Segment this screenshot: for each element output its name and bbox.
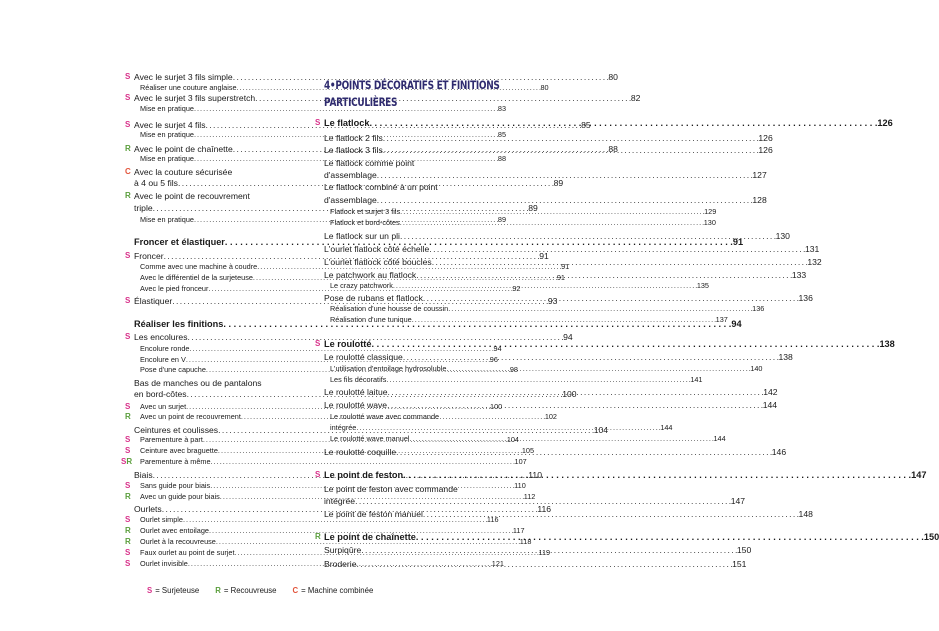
toc-entry [125,515,499,524]
toc-entry [125,251,549,261]
page-number: 130 [775,231,790,241]
toc-entry-title: Ourlet avec entoilage [140,526,209,535]
page-number: 118 [519,537,532,546]
page-number: 91 [556,273,565,282]
page-number: 100 [490,402,503,411]
page-number: 116 [486,515,499,524]
toc-entry-title: Le flatlock combiné à un point [324,182,438,192]
machine-marker: S [125,120,131,129]
page-number: 82 [630,93,641,103]
page-number: 110 [514,481,526,490]
page-number: 80 [608,72,618,82]
toc-entry-title: d'assemblage [324,170,377,180]
toc-entry-title: d'assemblage [324,195,377,205]
toc-entry-title: Le roulotté wave [324,400,388,410]
page-number: 89 [528,203,538,213]
machine-marker: S [125,435,131,444]
toc-entry-title: Mise en pratique [140,130,194,139]
dot-leader [432,258,808,267]
dot-leader [400,232,776,241]
page-number: 131 [804,244,820,254]
page-number: 127 [752,170,767,180]
toc-entry-title: L'ourlet flatlock côté échelle [324,244,430,254]
page-number: 94 [731,319,742,329]
page-number: 107 [514,457,527,466]
toc-entry-title: Le point de chaînette [324,532,416,542]
page-number: 144 [713,434,726,443]
dot-leader [403,471,911,480]
machine-marker: S [125,559,131,568]
toc-entry-title: Le patchwork au flatlock [324,270,417,280]
page-number: 98 [509,365,518,374]
toc-entry-title: Le flatlock comme point [324,158,415,168]
page-number: 85 [497,130,507,139]
toc-entry-title: à 4 ou 5 fils [134,178,178,188]
machine-marker: S [125,251,131,260]
toc-entry-title: Avec un point de recouvrement [140,412,241,421]
page-number: 89 [553,178,564,188]
toc-entry-title: Le flatlock sur un pli [324,231,400,241]
toc-entry-title: Avec la couture sécurisée [134,167,233,177]
dot-leader [423,294,799,303]
toc-entry-title: Parementure à part [140,435,203,444]
page-number: 147 [730,496,746,506]
page-number: 110 [528,470,542,480]
page-number: 117 [512,526,525,535]
machine-marker: S [125,481,131,490]
page-number: 119 [538,548,551,557]
page-number: 104 [506,435,519,444]
toc-entry-title: Ourlet simple [140,515,183,524]
machine-marker: S [125,332,131,341]
machine-marker: R [315,532,321,541]
dot-leader [416,271,792,280]
toc-entry-title: Mise en pratique [140,215,194,224]
toc-entry [315,304,765,313]
toc-entry [125,379,295,388]
legend-key: S [147,586,153,595]
machine-marker: R [125,144,131,153]
toc-entry-title: Avec le point de recouvrement [134,191,250,201]
toc-entry-title: Avec le pied fronceur [140,284,209,293]
page-number: 147 [911,470,927,480]
dot-leader [355,497,731,506]
machine-marker: S [125,402,131,411]
toc-entry-title: Les encolures [134,332,188,342]
dot-leader [383,146,759,155]
page-number: 91 [539,251,549,261]
dot-leader [361,546,737,555]
machine-marker: R [125,191,131,200]
page-number: 128 [752,195,767,205]
toc-entry-title: en bord-côtes [134,389,187,399]
page-number: 88 [497,154,507,163]
page-number: 135 [696,281,709,290]
toc-entry-title: Froncer [134,251,164,261]
machine-marker: R [125,412,131,421]
page-number: 150 [736,545,752,555]
page-number: 112 [523,492,536,501]
toc-entry [125,104,507,113]
toc-entry-title: Mise en pratique [140,154,194,163]
page-number: 146 [771,447,787,457]
page-number: 142 [763,387,778,397]
toc-entry-title: Surpiqûre [324,545,362,555]
toc-entry [315,375,703,384]
machine-marker: R [125,526,131,535]
dot-leader [410,435,714,442]
toc-entry-title: Le flatlock [324,118,370,128]
toc-entry [315,195,767,205]
toc-entry-title: Pose de rubans et flatlock [324,293,423,303]
toc-entry-title: Avec le surjet 4 fils [134,120,206,130]
page-number: 126 [758,133,773,143]
toc-entry [315,244,820,254]
dot-leader [400,208,704,215]
page-number: 136 [752,304,765,313]
toc-entry [121,457,527,466]
toc-entry-title: Ourlet à la recouvreuse [140,537,216,546]
toc-entry-title: Flatlock et bord-côtes [330,218,400,227]
toc-entry-title: Réalisation d'une tunique [330,315,412,324]
page-number: 94 [493,344,502,353]
toc-entry [125,237,744,247]
dot-leader [400,219,704,226]
dot-leader [377,196,753,205]
toc-entry [125,72,618,82]
toc-entry [315,413,487,420]
page-number: 132 [807,257,822,267]
machine-marker: S [125,72,131,81]
dot-leader [396,448,772,457]
toc-entry-title: Les fils décoratifs [330,375,387,384]
dot-leader [448,305,752,312]
toc-entry-title: Mise en pratique [140,104,194,113]
dot-leader [429,245,805,254]
toc-entry-title: Bas de manches ou de pantalons [134,378,262,388]
page-number: 148 [798,509,813,519]
toc-entry-title: Froncer et élastiquer [134,237,225,247]
page-number: 116 [537,504,552,514]
page-number: 91 [561,262,570,271]
page-number: 144 [762,400,778,410]
legend-item [147,586,199,595]
dot-leader [412,316,716,323]
toc-entry-title: Avec le point de chaînette [134,144,233,154]
page-number: 96 [489,355,498,364]
toc-entry [125,168,295,177]
toc-entry [125,526,525,535]
machine-marker: S [125,515,131,524]
page-number: 137 [715,315,728,324]
toc-entry-title: Le roulotté laitue [324,387,388,397]
toc-entry-title: Comme avec une machine à coudre [140,262,258,271]
page-number: 94 [563,332,573,342]
toc-entry-title: Ourlet invisible [140,559,188,568]
dot-leader [371,340,879,349]
page-number: 88 [608,144,618,154]
toc-entry-title: triple [134,203,153,213]
toc-entry-title: Ceintures et coulisses [134,425,219,435]
page-number: 151 [732,559,747,569]
page-number: 100 [562,389,577,399]
page-number: 133 [791,270,807,280]
toc-entry-title: Le roulotté [324,339,372,349]
machine-marker: S [125,93,131,102]
toc-entry-title: Le flatlock 2 fils [324,133,383,143]
page-number: 85 [581,120,591,130]
toc-entry-title: Élastiquer [134,296,173,306]
dot-leader [383,134,759,143]
toc-entry [315,315,728,324]
toc-entry-title: Pose d'une capuche [140,365,206,374]
dot-leader [386,376,690,383]
toc-entry-title: Ceinture avec braguette [140,446,218,455]
page-number: 129 [704,207,717,216]
page-number: 80 [540,83,549,92]
toc-entry-title: Le crazy patchwork [330,281,393,290]
dot-leader [416,533,924,542]
dot-leader [393,282,697,289]
toc-entry-title: Le point de feston manuel [324,509,423,519]
page-number: 89 [497,215,507,224]
page-number: 144 [660,423,673,432]
machine-marker: S [315,118,321,127]
dot-leader [369,119,877,128]
toc-entry-title: Faux ourlet au point de surjet [140,548,235,557]
toc-entry [315,170,767,180]
toc-entry [315,485,487,494]
legend-key: R [215,586,221,595]
dot-leader [356,424,660,431]
page-number: 136 [798,293,813,303]
toc-entry-title: Réaliser une couture anglaise [140,83,237,92]
dot-leader [446,365,750,372]
toc-entry-title: Broderie [324,559,357,569]
toc-entry-title: L'utilisation d'entoilage hydrosoluble [330,364,447,373]
machine-marker: C [125,167,131,176]
toc-entry-title: intégrée [324,496,356,506]
toc-entry [315,159,487,168]
toc-entry-title: Biais [134,470,153,480]
toc-entry [125,332,573,342]
dot-leader [403,353,779,362]
chapter-title-line-1: 4•POINTS DÉCORATIFS ET FINITIONS [324,78,500,92]
dot-leader [211,458,515,465]
page-number: 138 [778,352,793,362]
legend-item [293,586,374,595]
toc-entry-title: Avec le différentiel de la surjeteuse [140,273,253,282]
dot-leader [423,510,799,519]
toc-entry [315,183,487,192]
toc-entry-title: L'ourlet flatlock côté boucles [324,257,432,267]
page-number: 92 [512,284,521,293]
page-number: 91 [732,237,744,247]
page-number: 141 [690,375,703,384]
toc-entry-title: Encolure ronde [140,344,190,353]
page-number: 121 [491,559,504,568]
toc-entry-title: Le roulotté classique [324,352,403,362]
chapter-title [324,77,500,111]
page-number: 93 [547,296,558,306]
toc-entry-title: Sans guide pour biais [140,481,211,490]
toc-entry-title: Avec un surjet [140,402,187,411]
toc-entry-title: Encolure en V [140,355,186,364]
page-number: 104 [593,425,609,435]
toc-entry [125,192,295,201]
toc-entry-title: Le roulotté wave avec commande [330,412,440,421]
machine-legend [147,586,373,595]
toc-entry [315,231,790,241]
page-number: 150 [923,532,939,542]
toc-entry-title: Flatlock et surjet 3 fils [330,207,401,216]
machine-marker: S [125,296,131,305]
machine-marker: R [125,537,131,546]
legend-label: = Recouvreuse [223,586,277,595]
machine-marker: R [125,492,131,501]
toc-entry-title: Avec un guide pour biais [140,492,220,501]
legend-label: = Machine combinée [301,586,374,595]
chapter-title-line-2: PARTICULIÈRES [324,95,398,109]
toc-entry-title: Parementure à même [140,457,211,466]
toc-entry-title: Le roulotté wave manuel [330,434,410,443]
page-number: 102 [544,412,557,421]
toc-entry-title: intégrée [330,423,357,432]
page-number: 130 [703,218,716,227]
toc-entry-title: Ourlets [134,504,162,514]
toc-entry-title: Le roulotté coquille [324,447,397,457]
page-number: 105 [521,446,535,455]
toc-entry-title: Le point de feston avec commande [324,484,458,494]
toc-entry-title: Avec le surjet 3 fils superstretch [134,93,256,103]
page-number: 140 [750,364,763,373]
page-number: 83 [497,104,507,113]
dot-leader [388,388,764,397]
legend-item [215,586,276,595]
toc-entry-title: Avec le surjet 3 fils simple [134,72,233,82]
page-number: 126 [877,118,893,128]
machine-marker: S [315,470,321,479]
legend-key: C [292,586,299,595]
page-number: 138 [879,339,895,349]
machine-marker: S [125,548,131,557]
toc-entry-title: Le point de feston [324,470,404,480]
toc-entry-title: Réaliser les finitions [134,319,224,329]
machine-marker: S [125,446,131,455]
dot-leader [356,560,732,569]
dot-leader [377,171,753,180]
toc-entry-title: Réalisation d'une housse de coussin [330,304,449,313]
page-number: 126 [758,145,773,155]
legend-label: = Surjeteuse [155,586,200,595]
machine-marker: SR [121,457,133,466]
toc-entry-title: Le flatlock 3 fils [324,145,383,155]
dot-leader [387,401,763,410]
machine-marker: S [315,339,321,348]
